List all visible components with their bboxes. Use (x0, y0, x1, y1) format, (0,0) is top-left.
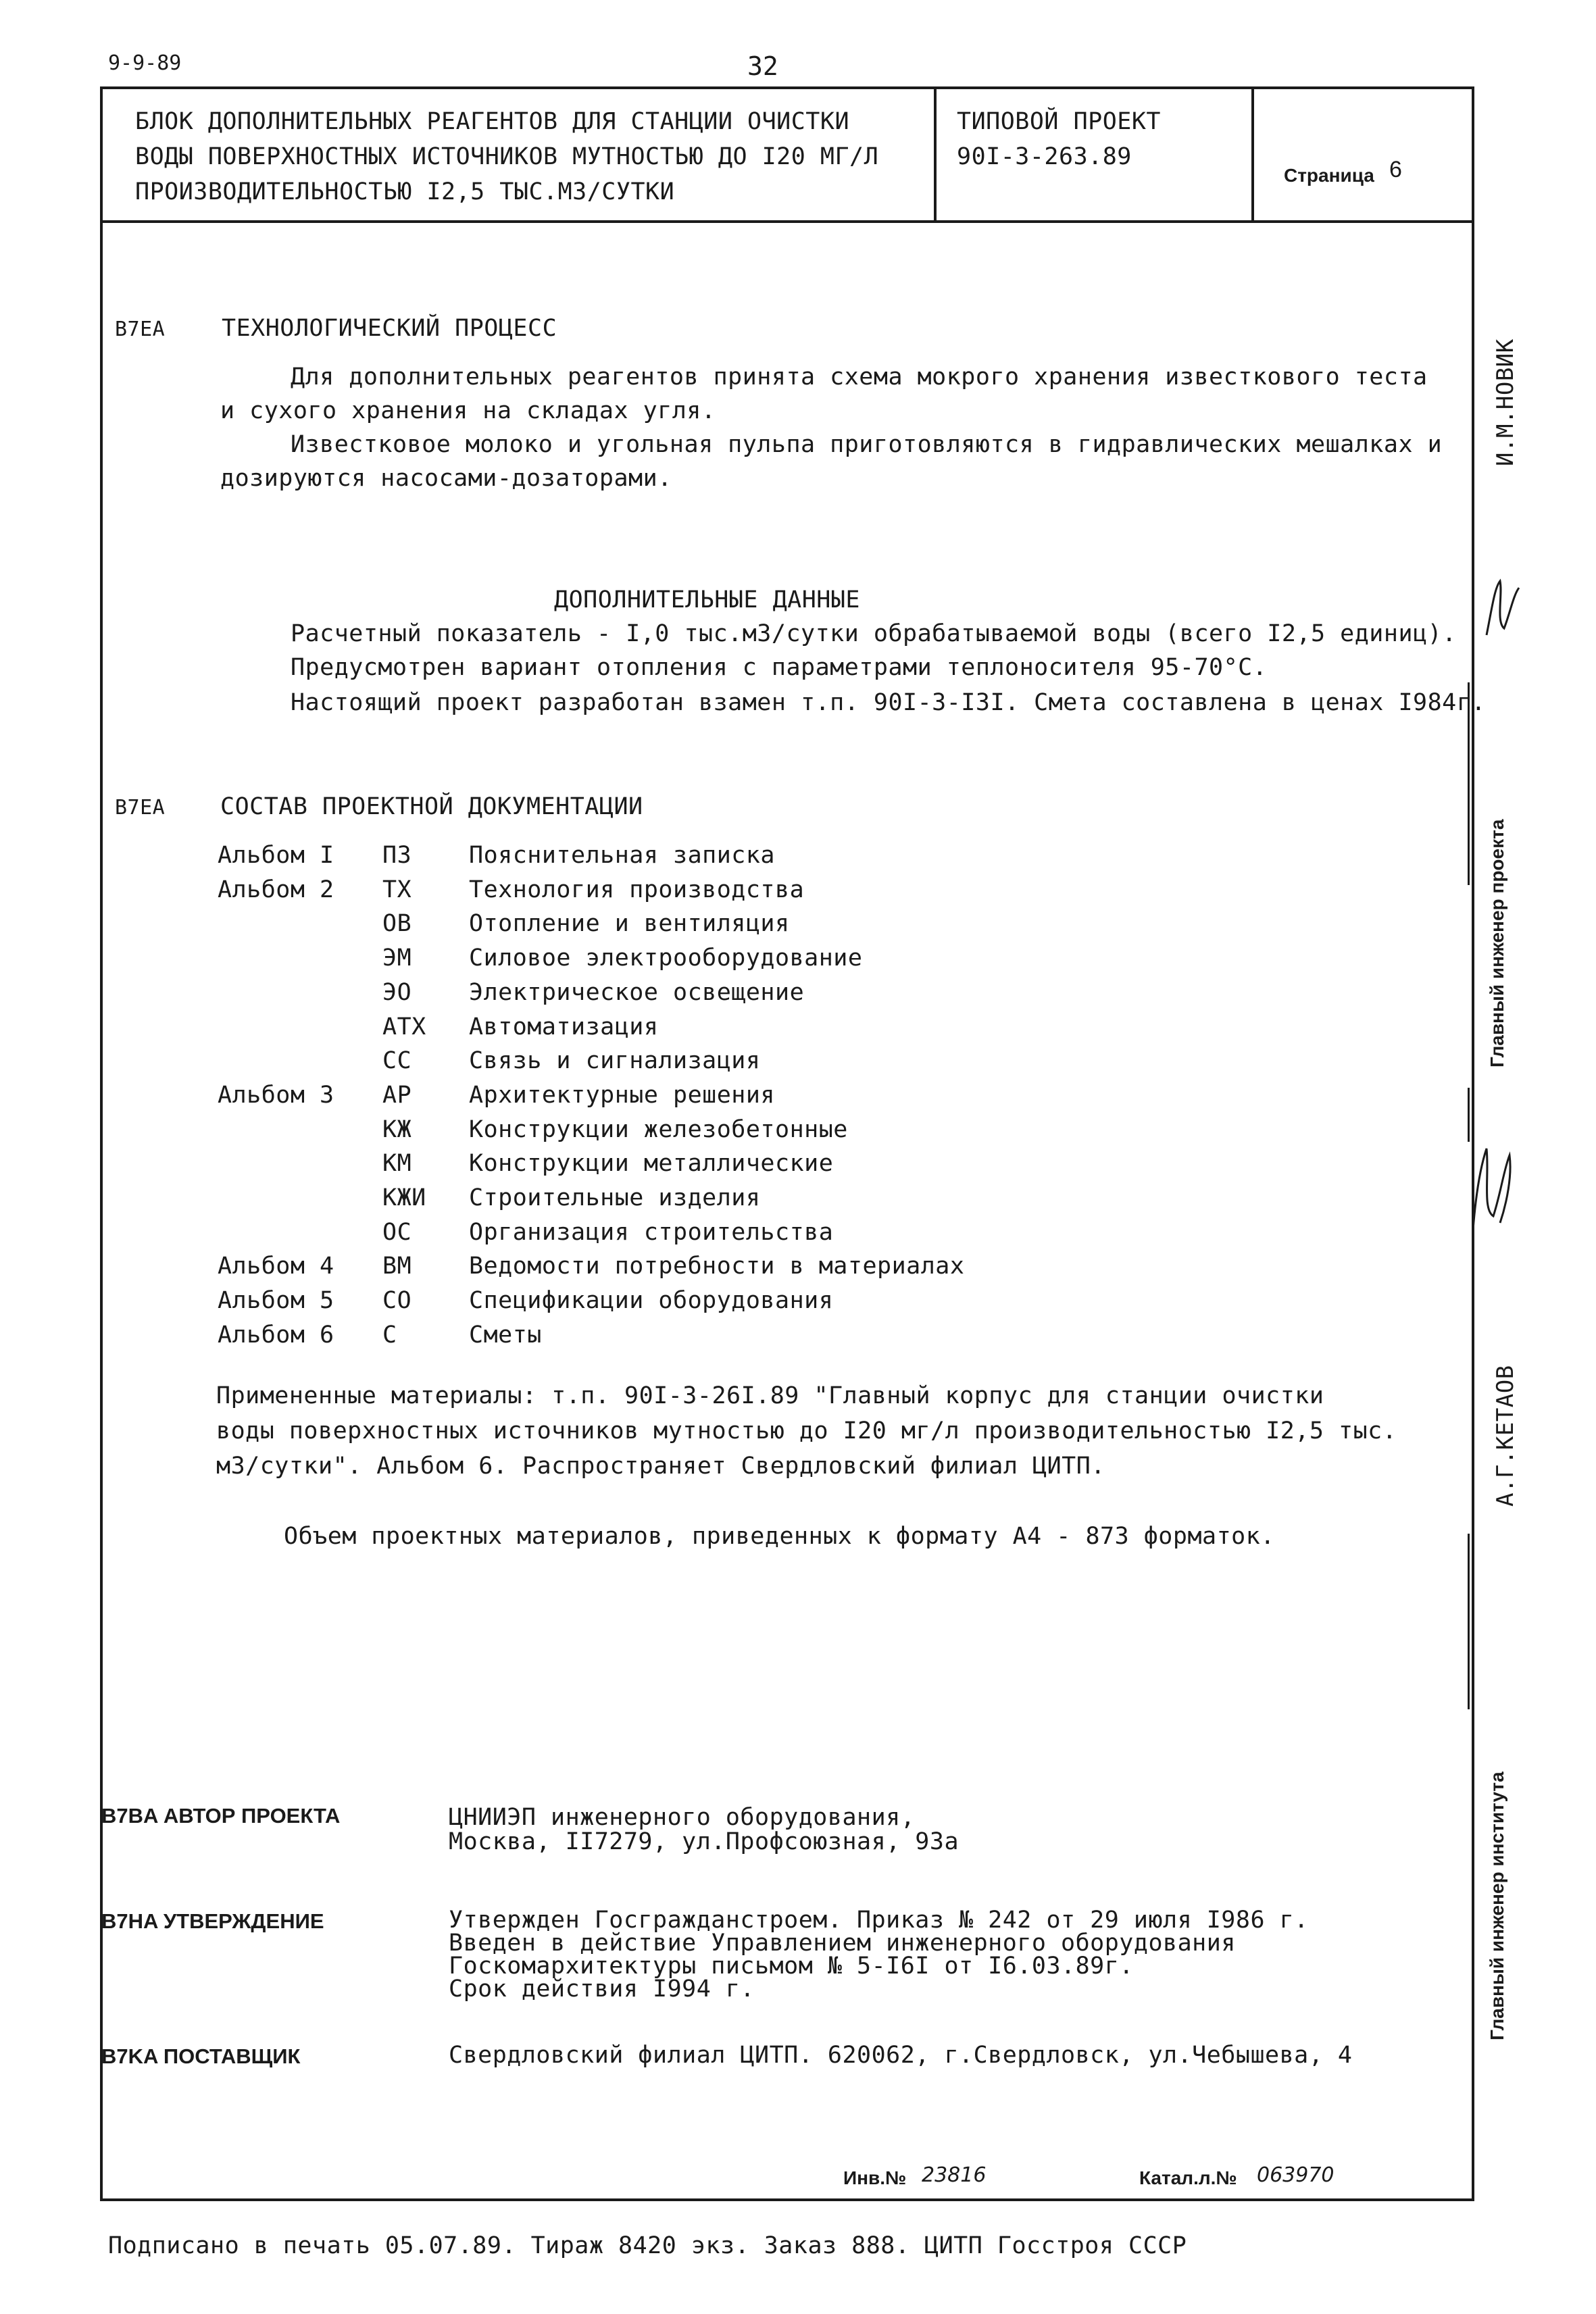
doc-album: Альбом I (218, 842, 334, 869)
signer-name-1: И.М.НОВИК (1492, 338, 1519, 466)
doc-name: Пояснительная записка (469, 842, 776, 869)
author-label: B7BA АВТОР ПРОЕКТА (101, 1804, 341, 1828)
composition-section-code: B7EA (115, 796, 166, 820)
additional-line-2: Предусмотрен вариант отопления с параметрами теплоносителя 95-70°С. (291, 654, 1268, 681)
header-title-line-1: БЛОК ДОПОЛНИТЕЛЬНЫХ РЕАГЕНТОВ ДЛЯ СТАНЦИИ ОЧИСТКИ (135, 108, 850, 135)
signer-role-1: Главный инженер проекта (1487, 819, 1507, 1067)
additional-section-title: ДОПОЛНИТЕЛЬНЫЕ ДАННЫЕ (554, 586, 861, 613)
composition-section-title: СОСТАВ ПРОЕКТНОЙ ДОКУМЕНТАЦИИ (220, 793, 643, 820)
doc-mark: СС (382, 1047, 412, 1074)
doc-mark: ОС (382, 1219, 412, 1246)
doc-mark: ЭО (382, 979, 412, 1006)
doc-name: Спецификации оборудования (469, 1287, 834, 1314)
signature-1 (1480, 568, 1527, 655)
process-line-1: Для дополнительных реагентов принята схема мокрого хранения известкового теста (291, 363, 1428, 391)
catalog-label: Катал.л.№ (1139, 2167, 1237, 2188)
doc-name: Организация строительства (469, 1219, 834, 1246)
doc-album: Альбом 4 (218, 1253, 334, 1280)
process-line-4: дозируются насосами-дозаторами. (220, 465, 672, 492)
sheet-number: 6 (1389, 157, 1402, 182)
signature-rule (1468, 1534, 1470, 1709)
inventory-label: Инв.№ (843, 2167, 907, 2188)
header-column-divider (1251, 86, 1254, 222)
doc-name: Конструкции железобетонные (469, 1116, 848, 1143)
approval-line-2: Введен в действие Управлением инженерного оборудования (449, 1930, 1236, 1957)
supplier-line: Свердловский филиал ЦИТП. 620062, г.Свердловск, ул.Чебышева, 4 (449, 2042, 1353, 2069)
volume-line: Объем проектных материалов, приведенных к формату А4 - 873 форматок. (284, 1523, 1275, 1550)
doc-name: Отопление и вентиляция (469, 910, 790, 937)
additional-line-3: Настоящий проект разработан взамен т.п. 90I-3-I3I. Смета составлена в ценах I984г. (291, 689, 1486, 716)
doc-name: Сметы (469, 1322, 542, 1349)
signature-2 (1460, 1128, 1520, 1243)
doc-name: Связь и сигнализация (469, 1047, 761, 1074)
applied-materials-line-3: м3/сутки". Альбом 6. Распространяет Свердловский филиал ЦИТП. (216, 1453, 1105, 1480)
doc-name: Технология производства (469, 876, 805, 903)
doc-mark: ЭМ (382, 945, 412, 972)
sheet-label: Страница (1284, 165, 1374, 186)
doc-album: Альбом 2 (218, 876, 334, 903)
applied-materials-line-1: Примененные материалы: т.п. 90I-3-26I.89 "Главный корпус для станции очистки (216, 1382, 1324, 1409)
doc-mark: СО (382, 1287, 412, 1314)
signer-name-2: А.Г.КЕТАОВ (1492, 1365, 1519, 1507)
doc-mark: ВМ (382, 1253, 412, 1280)
author-line-2: Москва, II7279, ул.Профсоюзная, 93а (449, 1828, 959, 1855)
doc-mark: С (382, 1322, 397, 1349)
print-info: Подписано в печать 05.07.89. Тираж 8420 экз. Заказ 888. ЦИТП Госстроя СССР (108, 2232, 1187, 2259)
approval-line-1: Утвержден Госгражданстроем. Приказ № 242 от 29 июля I986 г. (449, 1907, 1309, 1934)
approval-label: B7HA УТВЕРЖДЕНИЕ (101, 1909, 324, 1933)
doc-mark: ПЗ (382, 842, 412, 869)
doc-name: Строительные изделия (469, 1184, 761, 1211)
doc-album: Альбом 6 (218, 1322, 334, 1349)
author-line-1: ЦНИИЭП инженерного оборудования, (449, 1804, 916, 1831)
applied-materials-line-2: воды поверхностных источников мутностью до I20 мг/л производительностью I2,5 тыс. (216, 1417, 1397, 1444)
doc-name: Электрическое освещение (469, 979, 805, 1006)
doc-name: Конструкции металлические (469, 1150, 834, 1177)
process-section-title: ТЕХНОЛОГИЧЕСКИЙ ПРОЦЕСС (222, 315, 557, 342)
additional-line-1: Расчетный показатель - I,0 тыс.м3/сутки обрабатываемой воды (всего I2,5 единиц). (291, 620, 1457, 647)
doc-mark: ТХ (382, 876, 412, 903)
signer-role-2: Главный инженер института (1487, 1771, 1507, 2040)
header-divider (100, 220, 1474, 223)
doc-mark: КЖИ (382, 1184, 426, 1211)
doc-mark: АТХ (382, 1013, 426, 1040)
supplier-label: B7KA ПОСТАВЩИК (101, 2044, 301, 2068)
doc-mark: КЖ (382, 1116, 412, 1143)
project-type-label: ТИПОВОЙ ПРОЕКТ (957, 108, 1162, 135)
doc-name: Ведомости потребности в материалах (469, 1253, 965, 1280)
doc-mark: КМ (382, 1150, 412, 1177)
doc-mark: АР (382, 1082, 412, 1109)
doc-mark: ОВ (382, 910, 412, 937)
header-title-line-3: ПРОИЗВОДИТЕЛЬНОСТЬЮ I2,5 ТЫС.М3/СУТКИ (135, 178, 675, 205)
inventory-number: 23816 (922, 2163, 987, 2187)
doc-album: Альбом 5 (218, 1287, 334, 1314)
page-number: 32 (747, 51, 778, 81)
process-section-code: B7EA (115, 318, 166, 341)
doc-name: Силовое электрооборудование (469, 945, 863, 972)
header-title-line-2: ВОДЫ ПОВЕРХНОСТНЫХ ИСТОЧНИКОВ МУТНОСТЬЮ ДО I20 МГ/Л (135, 143, 879, 170)
header-column-divider (934, 86, 937, 222)
approval-line-4: Срок действия I994 г. (449, 1976, 755, 2003)
project-code: 90I-3-263.89 (957, 143, 1132, 170)
catalog-number: 063970 (1257, 2163, 1335, 2187)
document-code: 9-9-89 (108, 51, 182, 75)
process-line-2: и сухого хранения на складах угля. (220, 397, 716, 424)
doc-album: Альбом 3 (218, 1082, 334, 1109)
doc-name: Архитектурные решения (469, 1082, 776, 1109)
doc-name: Автоматизация (469, 1013, 659, 1040)
process-line-3: Известковое молоко и угольная пульпа приготовляются в гидравлических мешалках и (291, 431, 1443, 458)
approval-line-3: Госкомархитектуры письмом № 5-I6I от I6.03.89г. (449, 1953, 1134, 1980)
